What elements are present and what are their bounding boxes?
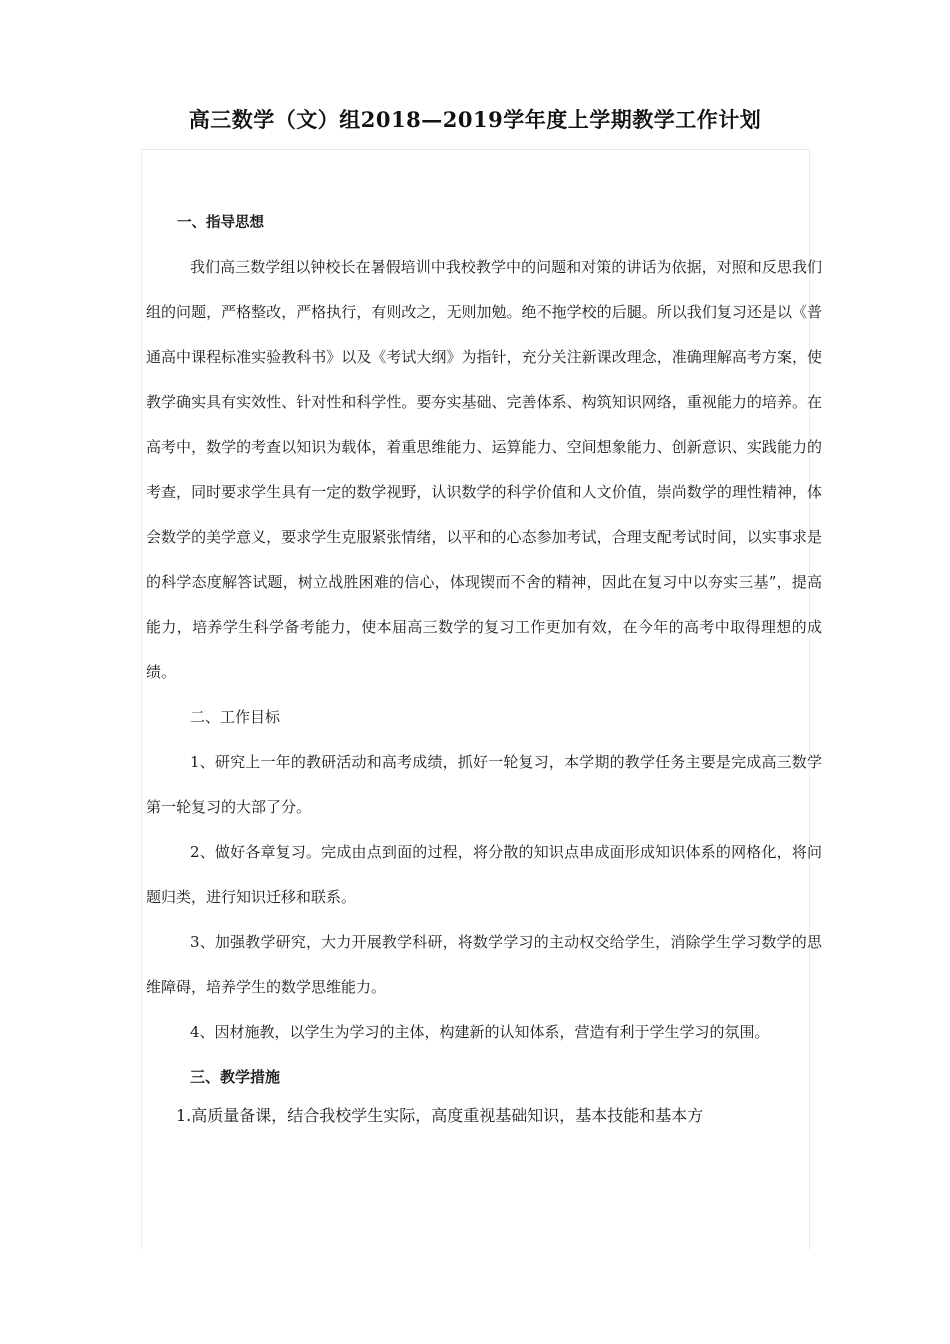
section-heading-work-goals: 二、工作目标 [190,708,281,726]
work-goal-item: 3、加强教学研究，大力开展教学科研，将数学学习的主动权交给学生，消除学生学习数学的思维障碍，培养学生的数学思维能力。 [146,933,822,996]
guiding-thought-paragraph: 我们高三数学组以钟校长在暑假培训中我校教学中的问题和对策的讲话为依据，对照和反思我们组的问题，严格整改，严格执行，有则改之，无则加勉。绝不拖学校的后腿。所以我们复习还是以《普通高中课程标准实验教科书》以及《考试大纲》为指针，充分关注新课改理念，准确理解高考方案，使教学确实具有实效性、针对性和科学性。要夯实基础、完善体系、构筑知识网络，重视能力的培养。在高考中，数学的考查以知识为载体，着重思维能力、运算能力、空间想象能力、创新意识、实践能力的考查，同时要求学生具有一定的数学视野，认识数学的科学价值和人文价值，崇尚数学的理性精神，体会数学的美学意义，要求学生克服紧张情绪，以平和的心态参加考试，合理支配考试时间，以实事求是的科学态度解答试题，树立战胜困难的信心，体现锲而不舍的精神，因此在复习中以夯实三基”，提高能力，培养学生科学备考能力，使本届高三数学的复习工作更加有效，在今年的高考中取得理想的成绩。 [146,258,822,681]
teaching-measure-item: 1.高质量备课，结合我校学生实际，高度重视基础知识，基本技能和基本方 [176,1106,704,1125]
work-goal-item: 1、研究上一年的教研活动和高考成绩，抓好一轮复习，本学期的教学任务主要是完成高三数学第一轮复习的大部了分。 [146,753,822,816]
document-body [146,200,822,1130]
document-title: 高三数学（文）组2018—2019学年度上学期教学工作计划 [188,107,762,132]
section-heading-guiding-thought: 一、指导思想 [177,214,264,231]
work-goal-item: 4、因材施教，以学生为学习的主体，构建新的认知体系，营造有利于学生学习的氛围。 [190,1023,770,1041]
work-goal-item: 2、做好各章复习。完成由点到面的过程，将分散的知识点串成面形成知识体系的网格化，将问题归类，进行知识迁移和联系。 [146,843,822,906]
section-heading-teaching-measures: 三、教学措施 [190,1068,281,1086]
